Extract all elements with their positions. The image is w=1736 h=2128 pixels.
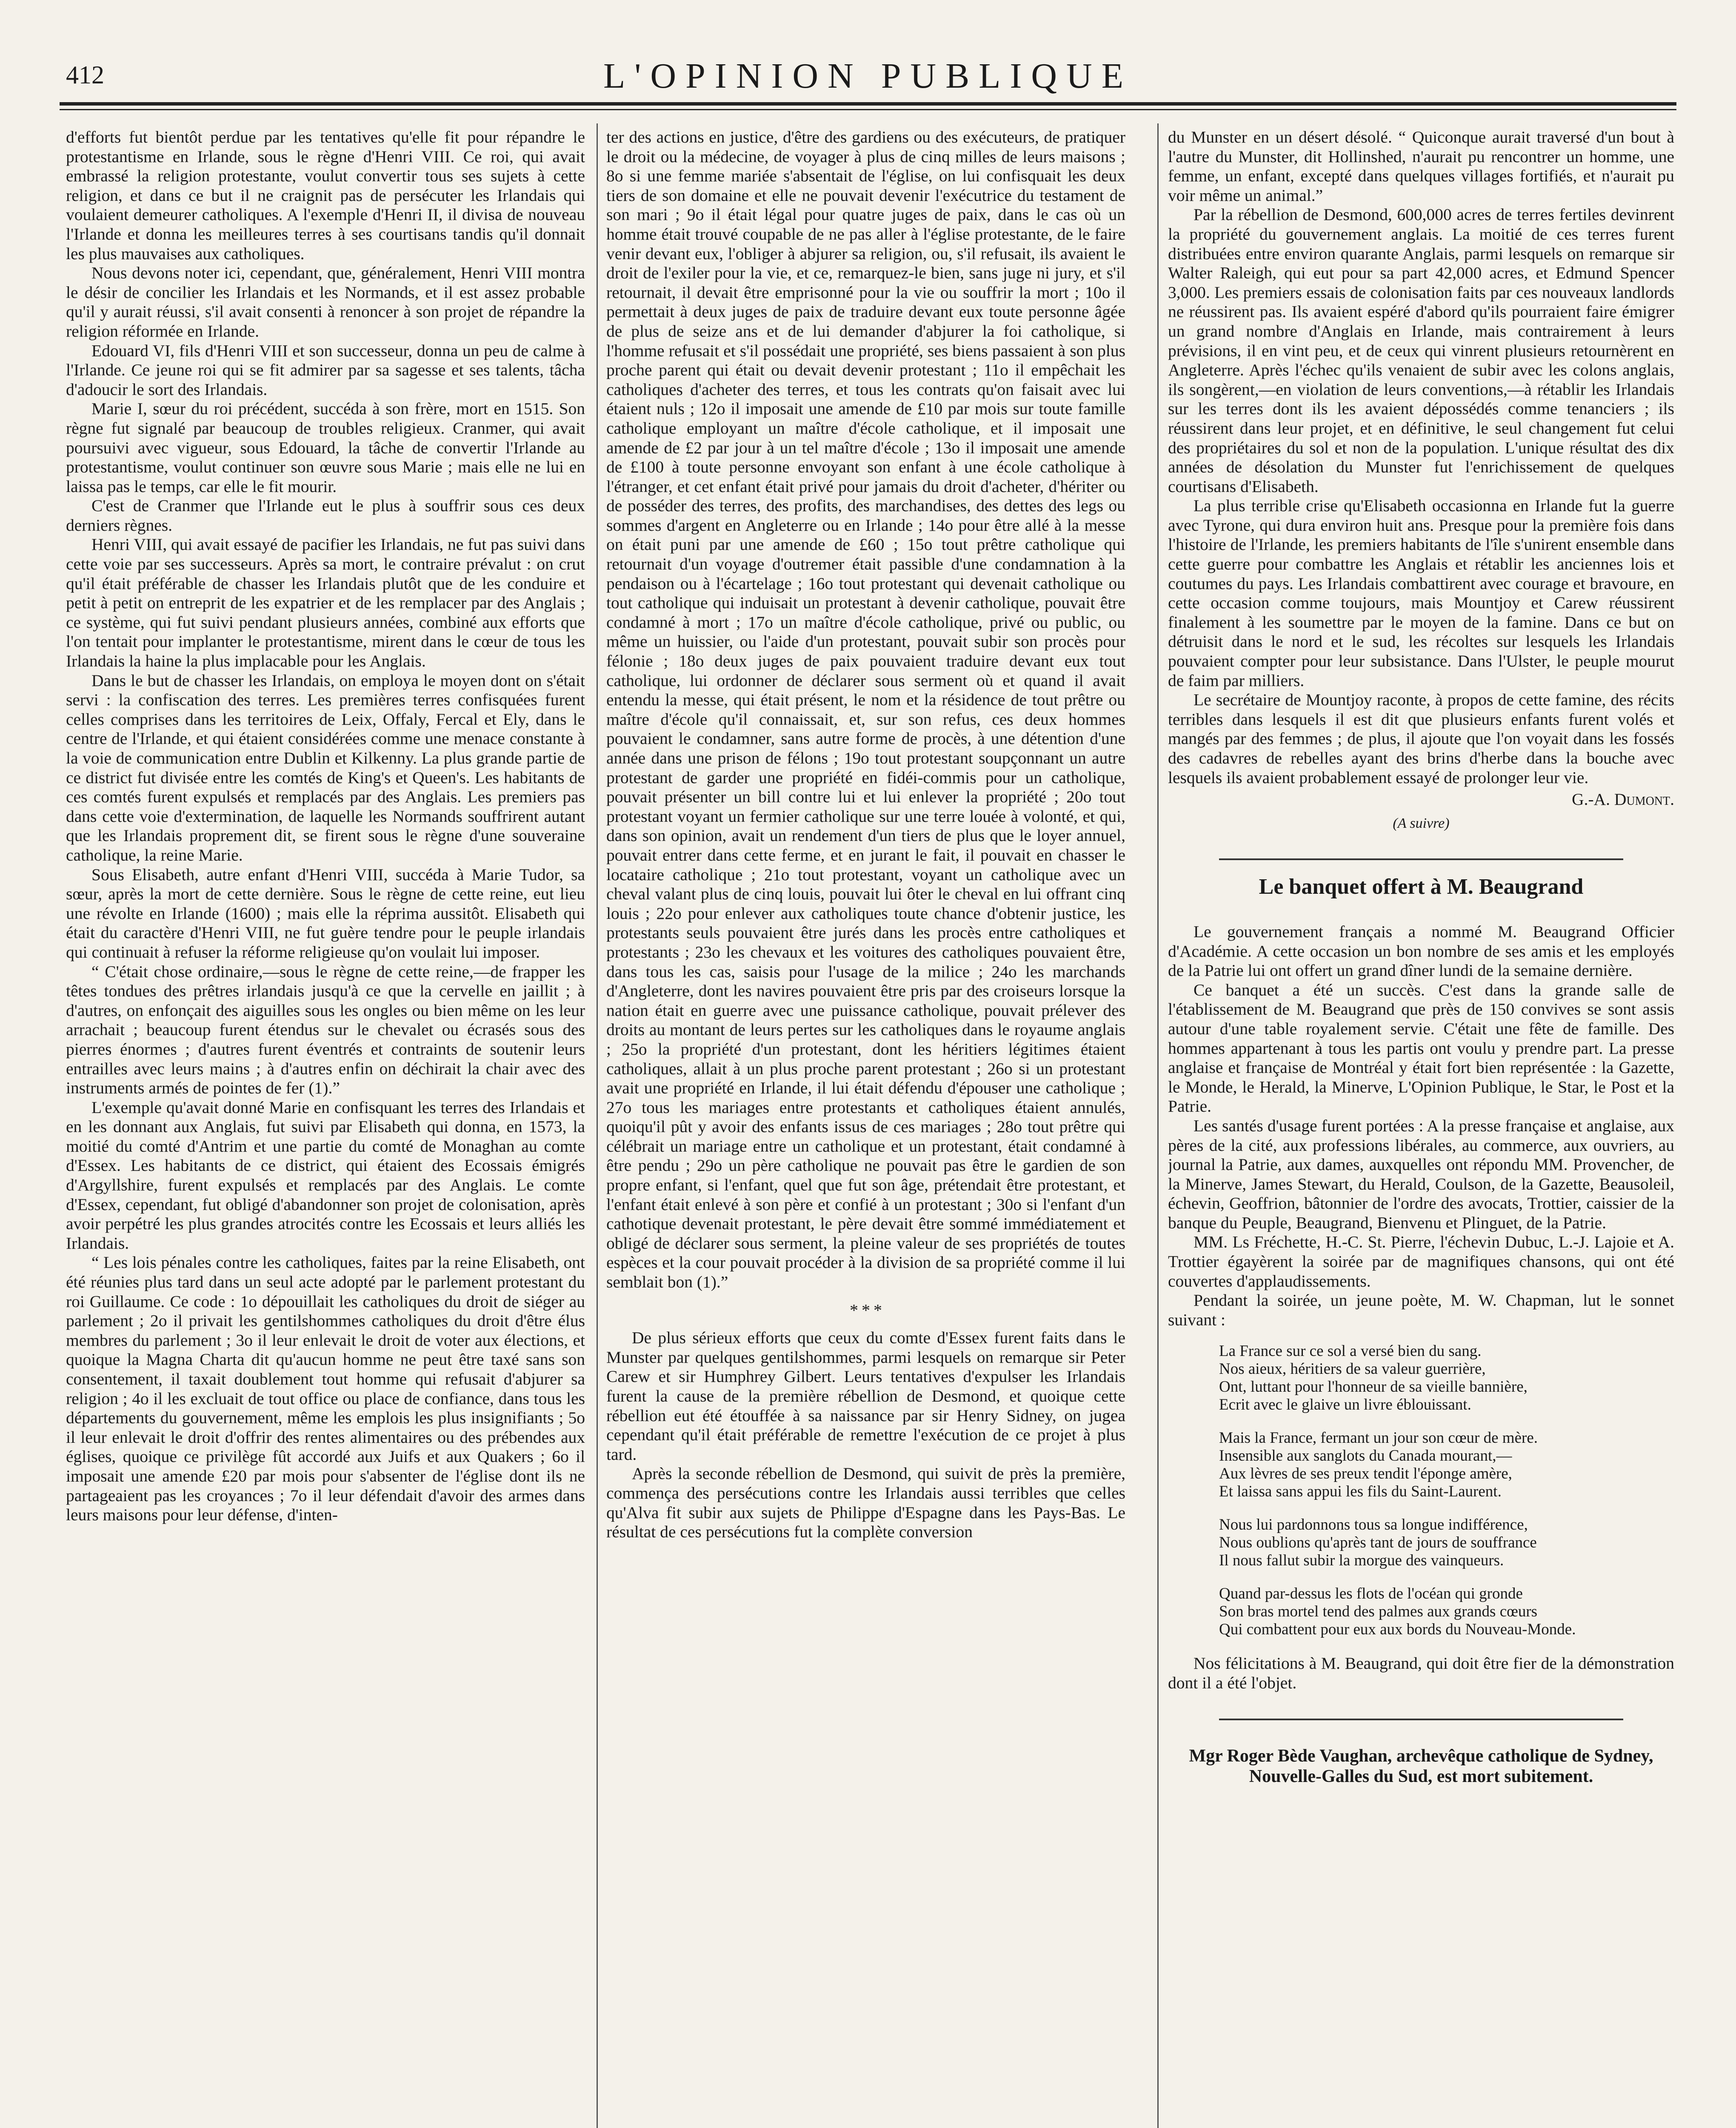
paragraph: Marie I, sœur du roi précédent, succéda à son frère, mort en 1515. Son règne fut signalé par beaucoup de troubles religieux. Cranmer, qui avait poursuivi avec vigueur, sous Edouard, la tâche de convertir l'Irlande au protestantisme, voulut continuer son œuvre sous Marie ; mais elle ne lui en laissa pas le temps, car elle le fit mourir. bbox=[66, 399, 585, 496]
to-be-continued: (A suivre) bbox=[1393, 815, 1450, 831]
column-divider-1 bbox=[597, 123, 598, 2128]
closing-notice: Mgr Roger Bède Vaughan, archevêque catholique de Sydney, Nouvelle-Galles du Sud, est mort subitement. bbox=[1189, 1746, 1653, 1786]
poem-line: Il nous fallut subir la morgue des vainqueurs. bbox=[1219, 1552, 1504, 1570]
paragraph: Edouard VI, fils d'Henri VIII et son successeur, donna un peu de calme à l'Irlande. Ce jeune roi qui se fit admirer par sa sagesse et ses talents, tâcha d'adoucir le sort des Irlandais. bbox=[66, 341, 585, 399]
quote-paragraph: “ C'était chose ordinaire,—sous le règne de cette reine,—de frapper les têtes tondues des prêtres irlandais jusqu'à ce que la cervelle en jaillit ; à d'autres, on enfonçait des aiguilles sous les ongles ou bien même on les leur arrachait ; beaucoup furent étendus sur le chevalet ou écrasés sous des pierres énormes ; d'autres furent éventrés et contraints de soutenir leurs entrailles avec leurs mains ; à d'autres enfin on déchirait la chair avec des instruments armés de pointes de fer (1).” bbox=[66, 962, 585, 1098]
section-separator bbox=[1219, 858, 1623, 860]
paragraph: C'est de Cranmer que l'Irlande eut le plus à souffrir sous ces deux derniers règnes. bbox=[66, 496, 585, 535]
poem-line: Nos aieux, héritiers de sa valeur guerrière, bbox=[1219, 1360, 1486, 1378]
poem-line: Et laissa sans appui les fils du Saint-Laurent. bbox=[1219, 1483, 1502, 1501]
header-rule-thin bbox=[60, 109, 1676, 110]
stanza bbox=[1219, 1585, 1674, 1639]
paragraph: Après la seconde rébellion de Desmond, qui suivit de près la première, commença des persécutions contre les Irlandais aussi terribles que celles qu'Alva fit subir aux sujets de Philippe d'Espagne dans les Pays-Bas. Le résultat de ces persécutions fut la complète conversion bbox=[606, 1464, 1125, 1542]
poem-line: Nous oublions qu'après tant de jours de souffrance bbox=[1219, 1534, 1537, 1552]
section-separator bbox=[1219, 1719, 1623, 1720]
stanza bbox=[1219, 1342, 1674, 1414]
paragraph: Nos félicitations à M. Beaugrand, qui doit être fier de la démonstration dont il a été l'objet. bbox=[1168, 1654, 1674, 1693]
poem-line: Son bras mortel tend des palmes aux grands cœurs bbox=[1219, 1603, 1538, 1621]
poem-line: Ecrit avec le glaive un livre éblouissant. bbox=[1219, 1396, 1471, 1414]
paragraph: La plus terrible crise qu'Elisabeth occasionna en Irlande fut la guerre avec Tyrone, qui dura environ huit ans. Presque pour la première fois dans l'histoire de l'Irlande, les premiers habitants de l'île s'unirent ensemble dans cette guerre pour combattre les Anglais et rétablir les anciennes lois et coutumes du pays. Les Irlandais combattirent avec courage et bravoure, en cette occasion comme toujours, mais Mountjoy et Carew réussirent finalement à les soumettre par le moyen de la famine. Dans ce but on détruisit dans le nord et le sud, les récoltes sur lesquels les Irlandais pouvaient compter pour leur subsistance. Dans l'Ulster, le peuple mourut de faim par milliers. bbox=[1168, 496, 1674, 690]
section-title: Le banquet offert à M. Beaugrand bbox=[1259, 875, 1584, 899]
stanza bbox=[1219, 1429, 1674, 1501]
poem-line: Aux lèvres de ses preux tendit l'éponge amère, bbox=[1219, 1465, 1512, 1483]
poem-line: Nous lui pardonnons tous sa longue indifférence, bbox=[1219, 1516, 1528, 1534]
paragraph: d'efforts fut bientôt perdue par les tentatives qu'elle fit pour répandre le protestantisme en Irlande, sous le règne d'Henri VIII. Ce roi, qui avait embrassé la religion protestante, voulut convertir tous ses sujets à cette religion, et dans ce but il ne craignit pas de persécuter les Irlandais qui voulaient demeurer catholiques. A l'exemple d'Henri II, il divisa de nouveau l'Irlande et donna les meilleures terres à ses courtisans tandis qu'il donnait les plus mauvaises aux catholiques. bbox=[66, 128, 585, 263]
poem-line: Mais la France, fermant un jour son cœur de mère. bbox=[1219, 1429, 1538, 1447]
paragraph: Par la rébellion de Desmond, 600,000 acres de terres fertiles devinrent la propriété du gouvernement anglais. La moitié de ces terres furent distribuées entre environ quarante Anglais, parmi lesquels on remarque sir Walter Raleigh, qui eut pour sa part 42,000 acres, et Edmund Spencer 3,000. Les premiers essais de colonisation faits par ces nouveaux landlords ne réussirent pas. Ils avaient espéré d'abord qu'ils pourraient faire émigrer un grand nombre d'Anglais en Irlande, mais contrairement à leurs prévisions, il en vint peu, et de ceux qui vinrent plusieurs retournèrent en Angleterre. Après l'échec qu'ils venaient de subir avec les colons anglais, ils songèrent,—en violation de leurs conventions,—à rétablir les Irlandais sur les terres dont ils les avaient dépossédés comme tenanciers ; ils réussirent dans leur projet, et en définitive, le seul changement fut celui des propriétaires du sol et non de la population. L'unique résultat des dix années de désolation du Munster fut l'enrichissement de quelques courtisans d'Elisabeth. bbox=[1168, 205, 1674, 496]
header-rule-thick bbox=[60, 102, 1676, 106]
paragraph: Pendant la soirée, un jeune poète, M. W. Chapman, lut le sonnet suivant : bbox=[1168, 1291, 1674, 1329]
paragraph: MM. Ls Fréchette, H.-C. St. Pierre, l'échevin Dubuc, L.-J. Lajoie et A. Trottier égayèrent la soirée par de magnifiques chansons, qui ont été couvertes d'applaudissements. bbox=[1168, 1233, 1674, 1290]
paragraph: ter des actions en justice, d'être des gardiens ou des exécuteurs, de pratiquer le droit ou la médecine, de voyager à plus de cinq milles de leurs maisons ; 8o si une femme mariée s'absentait de l'église, on lui confisquait les deux tiers de son domaine et elle ne pouvait devenir l'exécutrice du testament de son mari ; 9o il était légal pour quatre juges de paix, dans le cas où un homme était trouvé coupable de ne pas aller à l'église protestante, de le faire venir devant eux, l'obliger à abjurer sa religion, ou, s'il refusait, ils avaient le droit de l'exiler pour la vie, et ce, remarquez-le bien, sans juge ni jury, et s'il retournait, il devait être emprisonné pour la vie ou souffrir la mort ; 10o il permettait à deux juges de paix de traduire devant eux toute personne âgée de plus de seize ans et de lui demander d'abjurer la foi catholique, si l'homme refusait et s'il possédait une propriété, ses biens passaient à son plus proche parent qui était ou devait devenir protestant ; 11o il empêchait les catholiques d'acheter des terres, et tous les contrats qu'on faisait avec lui étaient nuls ; 12o il imposait une amende de £10 par mois sur toute famille catholique employant un maître d'école catholique, et il imposait une amende de £2 par jour à un tel maître d'école ; 13o il imposait une amende de £100 à toute personne envoyant son enfant à une école catholique à l'étranger, et cet enfant était privé pour jamais du droit d'acheter, d'hériter ou de posséder des terres, des profits, des marchandises, des dettes des legs ou sommes d'argent en Angleterre ou en Irlande ; 14o pour être allé à la messe on était puni par une amende de £60 ; 15o tout prêtre catholique qui retournait d'un voyage d'outremer était passible d'une condamnation à la pendaison ou à l'écartelage ; 16o tout protestant qui devenait catholique ou tout catholique qui induisait un protestant à devenir catholique, pouvait être condamné à mort ; 17o un maître d'école catholique, privé ou public, ou même un huissier, ou l'aide d'un protestant, pouvait subir son procès pour félonie ; 18o deux juges de paix pouvaient traduire devant eux tout catholique, lui ordonner de déclarer sous serment où et quand il avait entendu la messe, qui était présent, le nom et la résidence de tout prêtre ou maître d'école qu'il connaissait, et, sur son refus, ces deux hommes pouvaient le condamner, sans autre forme de procès, à une détention d'une année dans une prison de félons ; 19o tout protestant soupçonnant un autre protestant de garder une propriété en fidéi-commis pour un catholique, pouvait présenter un bill contre lui et lui enlever la propriété ; 20o tout protestant voyant un fermier catholique sur une terre louée à volonté, et qui, dans son opinion, avait un rendement d'un tiers de plus que le loyer annuel, pouvait entrer dans cette ferme, et en jurant le fait, il pouvait en chasser le locataire catholique ; 21o tout protestant, voyant un catholique avec un cheval valant plus de cinq louis, pouvait lui ôter le cheval en lui offrant cinq louis ; 22o pour enlever aux catholiques toute chance d'obtenir justice, les protestants seuls pouvaient être jurés dans les procès entre catholiques et protestants ; 23o les chevaux et les voitures des catholiques pouvaient être, dans tous les cas, saisis pour l'usage de la milice ; 24o les marchands d'Angleterre, dont les navires pouvaient être pris par des croiseurs lorsque la nation était en guerre avec une puissance catholique, pouvait prélever des droits au montant de leurs pertes sur les catholiques dans le royaume anglais ; 25o la propriété d'un protestant, dont les héritiers légitimes étaient catholiques, allait à un plus proche parent protestant ; 26o si un protestant avait une propriété en Irlande, il lui était défendu d'épouser une catholique ; 27o tous les mariages entre protestants et catholiques étaient annulés, quoiqu'il pût y avoir des enfants issus de ces mariages ; 28o tout prêtre qui célébrait un mariage entre un catholique et un protestant, était condamné à être pendu ; 29o un père catholique ne pouvait pas être le gardien de son propre enfant, si l'enfant, quel que fut son âge, prétendait être protestant, et l'enfant était enlevé à son père et confié à un protestant ; 30o si l'enfant d'un cathotique devenait protestant, le père devait être sommé immédiatement et obligé de déclarer sous serment, la pleine valeur de ses propriétés de toutes espèces et la cour pouvait procéder à la division de sa propriété comme il lui semblait bon (1).” bbox=[606, 128, 1125, 1292]
paragraph: Dans le but de chasser les Irlandais, on employa le moyen dont on s'était servi : la confiscation des terres. Les premières terres confisquées furent celles comprises dans les territoires de Leix, Offaly, Fercal et Ely, dans le centre de l'Irlande, et qui étaient considérées comme une menace constante à la voie de communication entre Dublin et Kilkenny. La plus grande partie de ce district fut divisée entre les comtés de King's et Queen's. Les habitants de ces comtés furent expulsés et remplacés par des Anglais. Les premiers pas dans cette voie d'extermination, de laquelle les Normands souffrirent autant que les Irlandais proprement dit, se firent sous le règne d'une souveraine catholique, la reine Marie. bbox=[66, 671, 585, 864]
paragraph: L'exemple qu'avait donné Marie en confisquant les terres des Irlandais et en les donnant aux Anglais, fut suivi par Elisabeth qui donna, en 1573, la moitié du comté d'Antrim et une partie du comté de Monaghan au comte d'Essex. Les habitants de ce district, qui étaient des Ecossais émigrés d'Argyllshire, furent expulsés et remplacés par des Anglais. Le comte d'Essex, cependant, fut obligé d'abandonner son projet de colonisation, après avoir perpétré les plus grandes atrocités contre les Ecossais et leurs alliés les Irlandais. bbox=[66, 1098, 585, 1253]
column-3 bbox=[1168, 128, 1674, 2128]
column-divider-2 bbox=[1157, 123, 1159, 2128]
column-2 bbox=[606, 128, 1125, 2128]
paragraph: De plus sérieux efforts que ceux du comte d'Essex furent faits dans le Munster par quelques gentilshommes, parmi lesquels on remarque sir Peter Carew et sir Humphrey Gilbert. Leurs tentatives d'expulser les Irlandais furent la cause de la première rébellion de Desmond, et quoique cette rébellion eut été étouffée à sa naissance par sir Henry Sidney, on jugea cependant qu'il était préférable de remettre l'exécution de ce projet à plus tard. bbox=[606, 1328, 1125, 1464]
column-1 bbox=[66, 128, 585, 2128]
paragraph: Sous Elisabeth, autre enfant d'Henri VIII, succéda à Marie Tudor, sa sœur, après la mort de cette dernière. Sous le règne de cette reine, eut lieu une révolte en Irlande (1600) ; mais elle la réprima aussitôt. Elisabeth qui était du caractère d'Henri VIII, ne fut guère tendre pour le peuple irlandais qui continuait à refuser la réforme religieuse qu'on voulait lui imposer. bbox=[66, 865, 585, 961]
sonnet bbox=[1219, 1342, 1674, 1639]
masthead-title: L'OPINION PUBLIQUE bbox=[603, 56, 1133, 96]
poem-line: Ont, luttant pour l'honneur de sa vieille bannière, bbox=[1219, 1378, 1528, 1396]
page-number: 412 bbox=[66, 61, 104, 89]
quote-paragraph: “ Les lois pénales contre les catholiques, faites par la reine Elisabeth, ont été réunies plus tard dans un seul acte adopté par le parlement protestant du roi Guillaume. Ce code : 1o dépouillait les catholiques du droit de siéger au parlement ; 2o il privait les gentilshommes catholiques du droit d'être élus membres du parlement ; 3o il leur enlevait le droit de voter aux élections, et quoique la Magna Charta dit qu'aucun homme ne peut être taxé sans son consentement, il taxait doublement tout homme qui refusait d'abjurer sa religion ; 4o il les excluait de tout office ou place de confiance, dans tous les départements du gouvernement, même les emplois les plus insignifiants ; 5o il leur enlevait le droit d'offrir des rentes alimentaires ou des prébendes aux églises, quoique ce privilège fût accordé aux Juifs et aux Quakers ; 6o il imposait une amende £20 par mois pour s'absenter de l'église dont ils ne partageaient pas les croyances ; 7o il leur défendait d'avoir des armes dans leurs maisons pour leur défense, d'inten- bbox=[66, 1253, 585, 1524]
stanza bbox=[1219, 1516, 1674, 1570]
author-signature: G.-A. Dumont. bbox=[1572, 790, 1674, 809]
paragraph: du Munster en un désert désolé. “ Quiconque aurait traversé d'un bout à l'autre du Munster, dit Hollinshed, n'aurait pu rencontrer un homme, une femme, un enfant, excepté dans quelques villages fortifiés, et n'aurait pu voir même un animal.” bbox=[1168, 128, 1674, 205]
paragraph: Les santés d'usage furent portées : A la presse française et anglaise, aux pères de la cité, aux professions libérales, au commerce, aux ouvriers, au journal la Patrie, aux dames, auxquelles ont répondu MM. Provencher, de la Minerve, James Stewart, du Herald, Coulson, de la Gazette, Beausoleil, échevin, Geoffrion, bâtonnier de l'ordre des avocats, Trottier, caissier de la banque du Peuple, Beaugrand, Bienvenu et Plinguet, de la Patrie. bbox=[1168, 1116, 1674, 1232]
paragraph: Henri VIII, qui avait essayé de pacifier les Irlandais, ne fut pas suivi dans cette voie par ses successeurs. Après sa mort, le contraire prévalut : on crut qu'il était préférable de chasser les Irlandais plutôt que de les conduire et petit à petit on entreprit de les expatrier et de les remplacer par des Anglais ; ce système, qui fut suivi pendant plusieurs années, combiné aux efforts que l'on tentait pour implanter le protestantisme, mirent dans le cœur de tous les Irlandais la haine la plus implacable pour les Anglais. bbox=[66, 535, 585, 671]
paragraph: Ce banquet a été un succès. C'est dans la grande salle de l'établissement de M. Beaugrand que près de 150 convives se sont assis autour d'une table royalement servie. C'était une fête de famille. Des hommes appartenant à tous les partis ont voulu y prendre part. La presse anglaise et française de Montréal y était fort bien représentée : la Gazette, le Monde, le Herald, la Minerve, L'Opinion Publique, le Star, le Post et la Patrie. bbox=[1168, 980, 1674, 1116]
paragraph: Le gouvernement français a nommé M. Beaugrand Officier d'Académie. A cette occasion un bon nombre de ses amis et les employés de la Patrie lui ont offert un grand dîner lundi de la semaine dernière. bbox=[1168, 922, 1674, 980]
poem-line: La France sur ce sol a versé bien du sang. bbox=[1219, 1342, 1482, 1360]
section-stars: * * * bbox=[849, 1300, 882, 1320]
poem-line: Qui combattent pour eux aux bords du Nouveau-Monde. bbox=[1219, 1621, 1576, 1639]
paragraph: Le secrétaire de Mountjoy raconte, à propos de cette famine, des récits terribles dans lesquels il est dit que plusieurs enfants furent volés et mangés par des femmes ; de plus, il ajoute que l'on voyait dans les fossés des cadavres de rebelles ayant des brins d'herbe dans la bouche avec lesquels ils avaient probablement essayé de prolonger leur vie. bbox=[1168, 690, 1674, 787]
poem-line: Quand par-dessus les flots de l'océan qui gronde bbox=[1219, 1585, 1523, 1603]
poem-line: Insensible aux sanglots du Canada mourant,— bbox=[1219, 1447, 1512, 1465]
paragraph: Nous devons noter ici, cependant, que, généralement, Henri VIII montra le désir de concilier les Irlandais et les Normands, et il est assez probable qu'il y aurait réussi, s'il avait consenti à renoncer à son projet de répandre la religion réformée en Irlande. bbox=[66, 263, 585, 340]
